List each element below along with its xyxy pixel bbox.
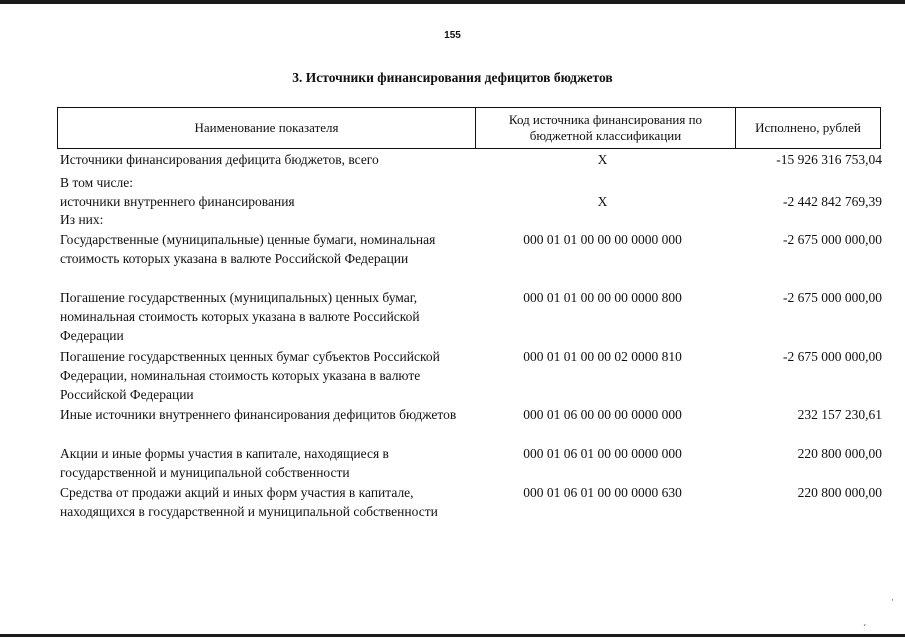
bottom-border [0, 634, 905, 637]
scan-mark: ˏ [862, 617, 867, 627]
row-name: Акции и иные формы участия в капитале, находящиеся в государственной и муниципальной собственности [60, 446, 389, 480]
row-code: 000 01 06 00 00 00 0000 000 [523, 407, 682, 422]
row-name: Государственные (муниципальные) ценные бумаги, номинальная стоимость которых указана в валюте Российской Федерации [60, 232, 436, 266]
row-name: Иные источники внутреннего финансирования дефицитов бюджетов [60, 407, 457, 422]
page-number: 155 [444, 30, 461, 41]
row-name: В том числе: [60, 175, 133, 190]
row-value: 220 800 000,00 [797, 446, 882, 461]
row-value: -2 675 000 000,00 [783, 349, 882, 364]
row-code: 000 01 06 01 00 00 0000 000 [523, 446, 682, 461]
table-header [57, 107, 881, 149]
row-name: Погашение государственных (муниципальных) ценных бумаг, номинальная стоимость которых указана в валюте Российской Федерации [60, 290, 420, 343]
header-value: Исполнено, рублей [736, 108, 881, 149]
row-value: 220 800 000,00 [797, 485, 882, 500]
scan-mark: · [891, 596, 894, 606]
header-name: Наименование показателя [58, 108, 476, 149]
row-name: источники внутреннего финансирования [60, 194, 295, 209]
row-name: Источники финансирования дефицита бюджетов, всего [60, 152, 379, 167]
row-value: -2 442 842 769,39 [783, 194, 882, 209]
row-code: 000 01 01 00 00 00 0000 000 [523, 232, 682, 247]
row-value: 232 157 230,61 [797, 407, 882, 422]
row-name: Погашение государственных ценных бумаг субъектов Российской Федерации, номинальная стоимость которых указана в валюте Российской Федерации [60, 349, 440, 402]
header-code: Код источника финансирования по бюджетной классификации [476, 108, 736, 149]
row-code: 000 01 06 01 00 00 0000 630 [523, 485, 682, 500]
row-code: X [597, 152, 608, 167]
row-value: -2 675 000 000,00 [783, 290, 882, 305]
section-title: 3. Источники финансирования дефицитов бюджетов [292, 70, 613, 85]
row-value: -15 926 316 753,04 [776, 152, 882, 167]
row-code: X [597, 194, 608, 209]
row-name: Из них: [60, 212, 104, 227]
row-value: -2 675 000 000,00 [783, 232, 882, 247]
row-code: 000 01 01 00 00 00 0000 800 [523, 290, 682, 305]
top-border [0, 0, 905, 4]
row-code: 000 01 01 00 00 02 0000 810 [523, 349, 682, 364]
row-name: Средства от продажи акций и иных форм участия в капитале, находящихся в государственной и муниципальной собственности [60, 485, 438, 519]
